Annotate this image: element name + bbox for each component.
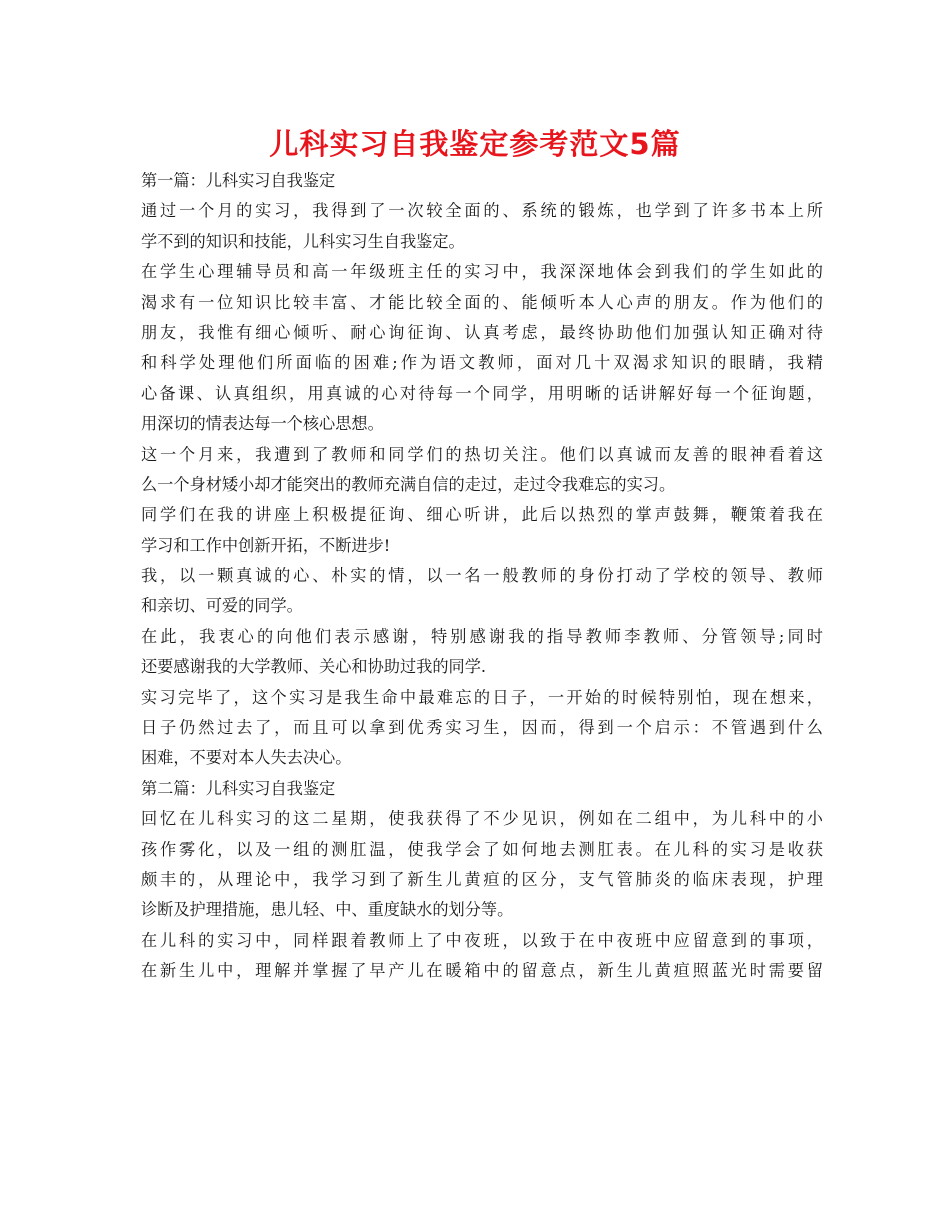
body-line: 同学们在我的讲座上积极提征询、细心听讲，此后以热烈的掌声鼓舞，鞭策着我在 xyxy=(141,505,823,525)
body-line: 和科学处理他们所面临的困难;作为语文教师，面对几十双渴求知识的眼睛，我精 xyxy=(141,353,823,373)
body-line: 朋友，我惟有细心倾听、耐心询征询、认真考虑，最终协助他们加强认知正确对待 xyxy=(141,322,823,342)
body-line: 实习完毕了，这个实习是我生命中最难忘的日子，一开始的时候特别怕，现在想来， xyxy=(141,687,823,707)
body-line: 这一个月来，我遭到了教师和同学们的热切关注。他们以真诚而友善的眼神看着这 xyxy=(141,444,823,464)
body-line: 和亲切、可爱的同学。 xyxy=(141,596,303,616)
body-line: 第一篇：儿科实习自我鉴定 xyxy=(141,171,336,190)
body-line: 心备课、认真组织，用真诚的心对待每一个同学，用明晰的话讲解好每一个征询题， xyxy=(141,383,823,403)
body-line: 在此，我衷心的向他们表示感谢，特别感谢我的指导教师李教师、分管领导;同时 xyxy=(141,626,823,646)
body-line: 在学生心理辅导员和高一年级班主任的实习中，我深深地体会到我们的学生如此的 xyxy=(141,262,823,282)
body-line: 困难，不要对本人失去决心。 xyxy=(141,748,352,768)
body-line: 我，以一颗真诚的心、朴实的情，以一名一般教师的身份打动了学校的领导、教师 xyxy=(141,566,823,586)
body-line: 孩作雾化，以及一组的测肛温，使我学会了如何地去测肛表。在儿科的实习是收获 xyxy=(141,839,823,859)
document-title: 儿科实习自我鉴定参考范文5篇 xyxy=(269,127,681,161)
body-line: 学习和工作中创新开拓，不断进步! xyxy=(141,535,391,555)
body-line: 颇丰的，从理论中，我学习到了新生儿黄疸的区分，支气管肺炎的临床表现，护理 xyxy=(141,869,823,889)
body-line: 第二篇：儿科实习自我鉴定 xyxy=(141,778,336,798)
body-line: 通过一个月的实习，我得到了一次较全面的、系统的锻炼，也学到了许多书本上所 xyxy=(141,201,823,221)
body-line: 在儿科的实习中，同样跟着教师上了中夜班，以致于在中夜班中应留意到的事项， xyxy=(141,930,823,950)
body-line: 学不到的知识和技能，儿科实习生自我鉴定。 xyxy=(141,231,465,251)
body-line: 日子仍然过去了，而且可以拿到优秀实习生，因而，得到一个启示：不管遇到什么 xyxy=(141,718,823,738)
body-line: 还要感谢我的大学教师、关心和协助过我的同学. xyxy=(141,657,487,677)
body-line: 渴求有一位知识比较丰富、才能比较全面的、能倾听本人心声的朋友。作为他们的 xyxy=(141,292,823,312)
body-line: 用深切的情表达每一个核心思想。 xyxy=(141,414,384,434)
document-body xyxy=(141,166,823,987)
body-line: 在新生儿中，理解并掌握了早产儿在暖箱中的留意点，新生儿黄疸照蓝光时需要留 xyxy=(141,961,823,981)
body-line: 诊断及护理措施，患儿轻、中、重度缺水的划分等。 xyxy=(141,900,514,920)
body-line: 回忆在儿科实习的这二星期，使我获得了不少见识，例如在二组中，为儿科中的小 xyxy=(141,809,823,829)
body-line: 么一个身材矮小却才能突出的教师充满自信的走过，走过令我难忘的实习。 xyxy=(141,474,676,494)
